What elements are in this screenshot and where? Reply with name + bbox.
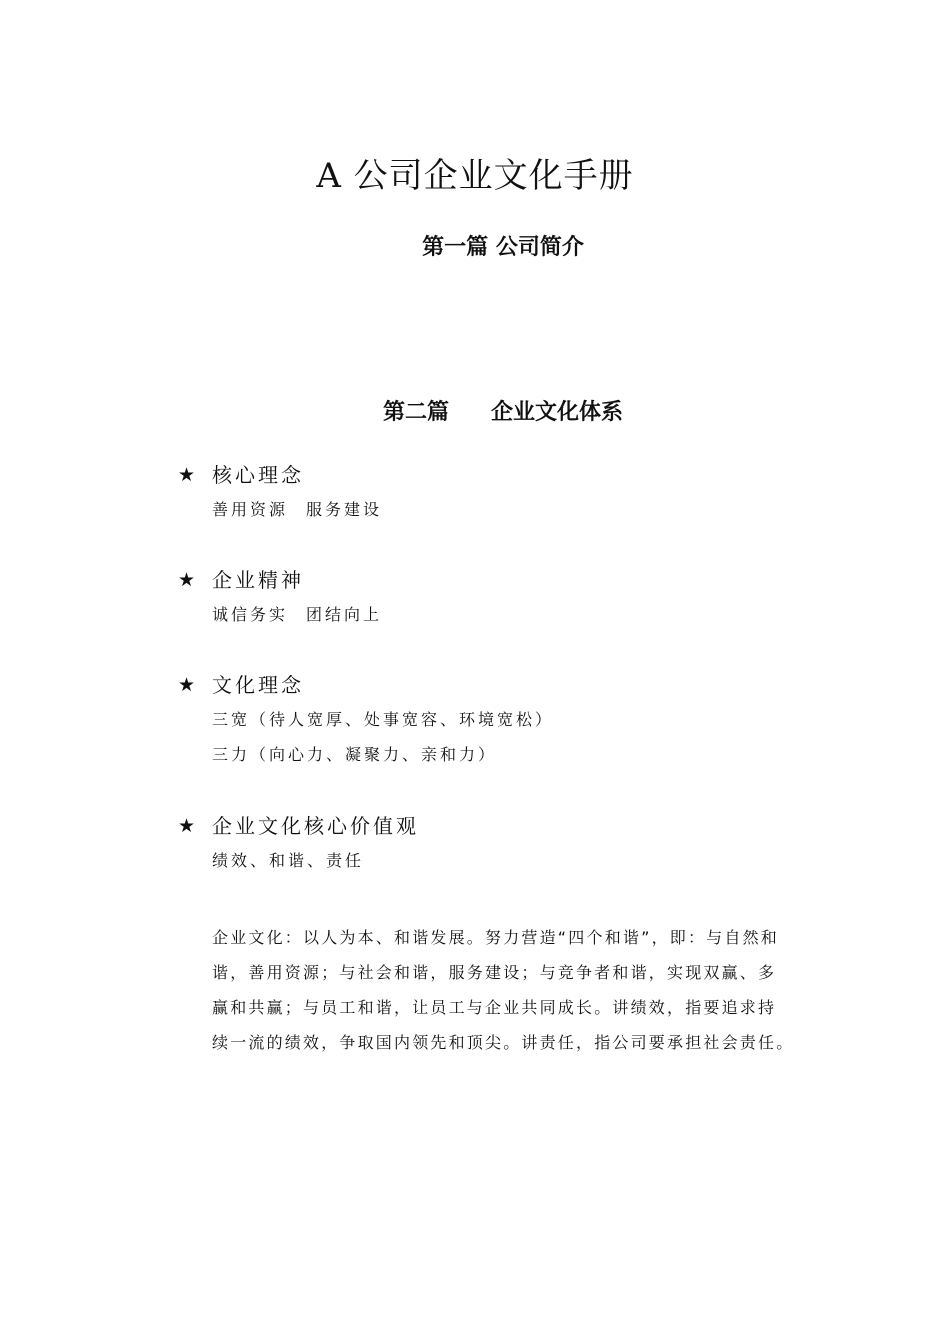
paragraph-line: 企业文化：以人为本、和谐发展。努力营造“四个和谐”，即：与自然和 <box>212 928 779 947</box>
section-body <box>178 843 828 878</box>
part-two-title: 企业文化体系 <box>491 400 624 425</box>
line-part-b: 团结向上 <box>306 605 383 624</box>
section-line <box>212 597 828 632</box>
section-line: 绩效、和谐、责任 <box>212 851 365 870</box>
part-two-heading <box>28 397 950 429</box>
culture-paragraph <box>212 920 812 1060</box>
paragraph-line: 续一流的绩效，争取国内领先和顶尖。讲责任，指公司要承担社会责任。 <box>212 1033 795 1052</box>
section-heading <box>178 458 828 492</box>
line-part-a: 善用资源 <box>212 500 289 519</box>
section-body <box>178 492 828 527</box>
section-body <box>178 597 828 632</box>
line-part-a: 诚信务实 <box>212 605 289 624</box>
section-heading <box>178 668 828 702</box>
section-line: 三力（向心力、凝聚力、亲和力） <box>212 745 498 764</box>
section-heading <box>178 563 828 597</box>
star-bullet-icon: ★ <box>178 815 196 837</box>
star-bullet-icon: ★ <box>178 569 196 591</box>
section-culture-concept <box>178 668 828 772</box>
part-one-heading: 第一篇 公司简介 <box>422 235 584 260</box>
section-enterprise-spirit <box>178 563 828 632</box>
section-line: 三宽（待人宽厚、处事宽容、环境宽松） <box>212 710 555 729</box>
part-two-label: 第二篇 <box>382 400 449 425</box>
star-bullet-icon: ★ <box>178 674 196 696</box>
section-heading <box>178 809 828 843</box>
paragraph-line: 谐，善用资源；与社会和谐，服务建设；与竞争者和谐，实现双赢、多 <box>212 963 777 982</box>
section-title: 企业文化核心价值观 <box>212 814 419 838</box>
section-title: 核心理念 <box>212 463 304 487</box>
star-bullet-icon: ★ <box>178 464 196 486</box>
section-title: 企业精神 <box>212 568 304 592</box>
section-title: 文化理念 <box>212 673 304 697</box>
section-core-values <box>178 809 828 878</box>
section-body <box>178 702 828 772</box>
paragraph-line: 赢和共赢；与员工和谐，让员工与企业共同成长。讲绩效，指要追求持 <box>212 998 777 1017</box>
line-part-b: 服务建设 <box>306 500 383 519</box>
section-line <box>212 492 828 527</box>
section-core-concept <box>178 458 828 527</box>
document-title: A 公司企业文化手册 <box>316 156 634 196</box>
